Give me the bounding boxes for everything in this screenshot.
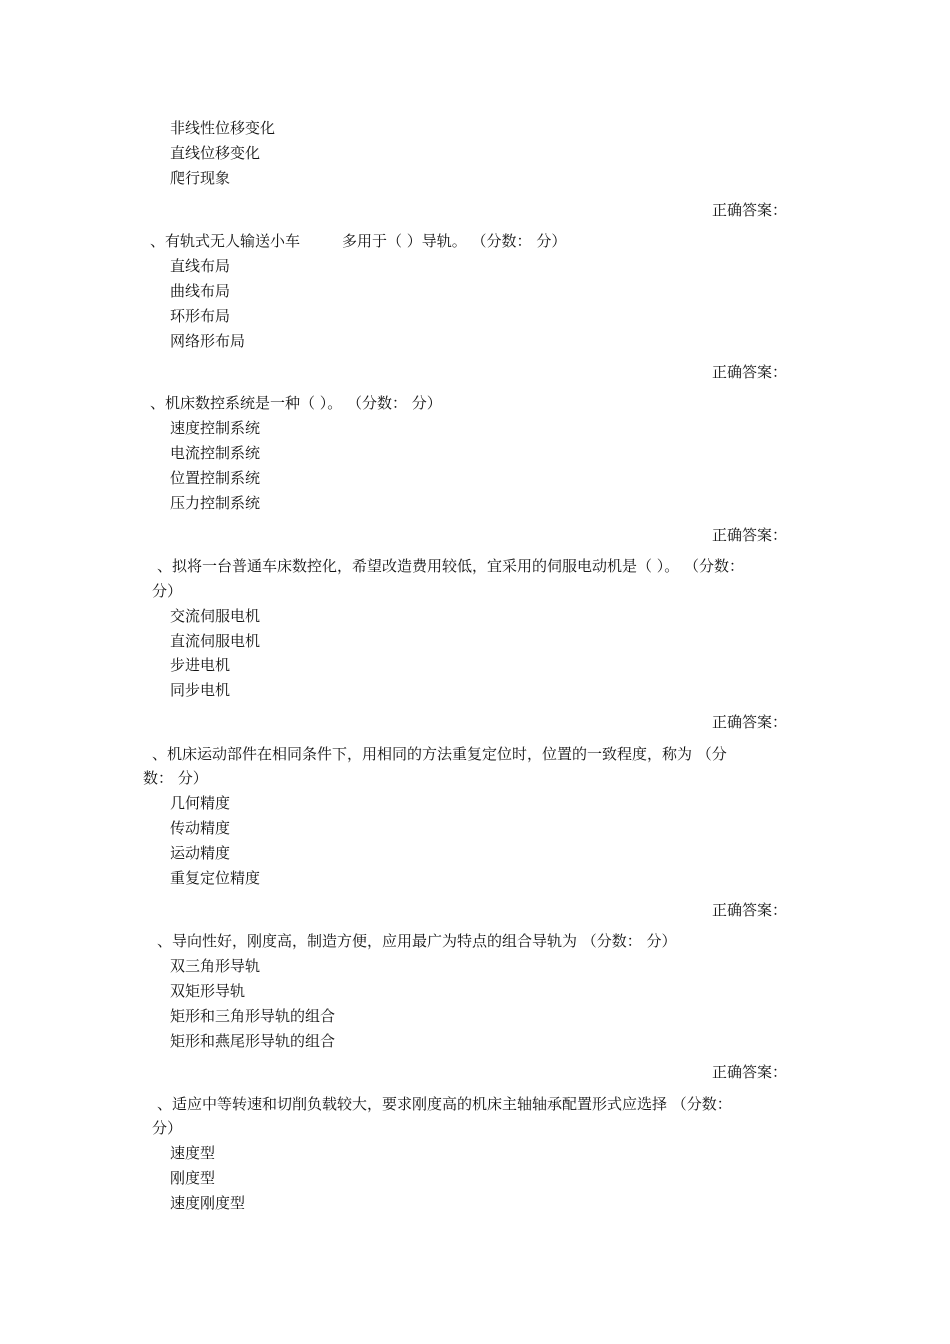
option: 几何精度 <box>170 794 231 812</box>
option: 速度型 <box>170 1144 216 1162</box>
option: 压力控制系统 <box>170 494 261 512</box>
option: 直流伺服电机 <box>170 632 261 650</box>
option: 爬行现象 <box>170 169 231 187</box>
question-text: 、机床数控系统是一种（ ）。 （分数： 分） <box>150 394 442 412</box>
option: 速度刚度型 <box>170 1194 246 1212</box>
option: 曲线布局 <box>170 282 231 300</box>
option: 直线位移变化 <box>170 144 261 162</box>
option: 同步电机 <box>170 681 231 699</box>
option: 非线性位移变化 <box>170 119 276 137</box>
question-text-cont: 数： 分） <box>143 769 208 787</box>
option: 位置控制系统 <box>170 469 261 487</box>
option: 运动精度 <box>170 844 231 862</box>
answer-label: 正确答案： <box>712 713 788 731</box>
option: 网络形布局 <box>170 332 246 350</box>
question-text-part: 多用于（ ）导轨。 （分数： 分） <box>342 232 567 250</box>
option: 矩形和燕尾形导轨的组合 <box>170 1032 336 1050</box>
option: 重复定位精度 <box>170 869 261 887</box>
option: 速度控制系统 <box>170 419 261 437</box>
question-text: 、拟将一台普通车床数控化，希望改造费用较低，宜采用的伺服电动机是（ ）。 （分数： <box>157 557 745 575</box>
option: 直线布局 <box>170 257 231 275</box>
option: 传动精度 <box>170 819 231 837</box>
question-text: 、导向性好，刚度高，制造方便，应用最广为特点的组合导轨为 （分数： 分） <box>157 932 677 950</box>
answer-label: 正确答案： <box>712 526 788 544</box>
answer-label: 正确答案： <box>712 363 788 381</box>
question-text <box>150 231 566 251</box>
question-text-cont: 分） <box>152 582 183 600</box>
option: 电流控制系统 <box>170 444 261 462</box>
option: 交流伺服电机 <box>170 607 261 625</box>
answer-label: 正确答案： <box>712 201 788 219</box>
option: 刚度型 <box>170 1169 216 1187</box>
option: 双三角形导轨 <box>170 957 261 975</box>
answer-label: 正确答案： <box>712 1063 788 1081</box>
question-text: 、机床运动部件在相同条件下，用相同的方法重复定位时，位置的一致程度，称为 （分 <box>152 745 727 763</box>
option: 双矩形导轨 <box>170 982 246 1000</box>
question-text-cont: 分） <box>152 1119 183 1137</box>
question-text: 、适应中等转速和切削负载较大，要求刚度高的机床主轴轴承配置形式应选择 （分数： <box>157 1095 732 1113</box>
question-text-part: 、有轨式无人输送小车 <box>150 232 301 250</box>
option: 步进电机 <box>170 656 231 674</box>
answer-label: 正确答案： <box>712 901 788 919</box>
option: 矩形和三角形导轨的组合 <box>170 1007 336 1025</box>
option: 环形布局 <box>170 307 231 325</box>
